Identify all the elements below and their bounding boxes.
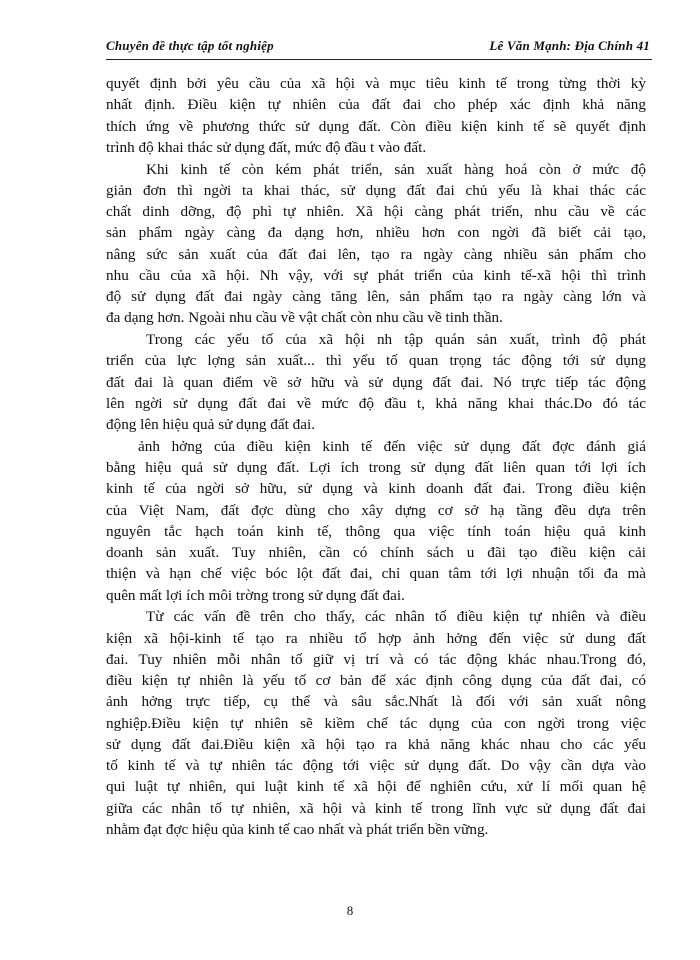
text-line: Trong các yếu tố của xã hội nh tập quán sản xuất, trình độ phát bbox=[146, 331, 646, 348]
text-line: sử dụng đất đai.Điều kiện xã hội tạo ra khả năng khác nhau cho các yếu bbox=[106, 735, 646, 753]
text-line: ảnh hởng của điều kiện kinh tế đến việc sử dụng đất đợc đánh giá bbox=[138, 437, 646, 455]
text-line: bằng hiệu quả sử dụng đất. Lợi ích trong sử dụng đất liên quan tới lợi ích bbox=[106, 459, 646, 476]
text-line: Từ các vấn đề trên cho thấy, các nhân tố điều kiện tự nhiên và điều bbox=[146, 608, 646, 626]
text-line: nhu cầu của xã hội. Nh vậy, với sự phát triển của kinh tế-xã hội thì trình bbox=[106, 266, 646, 284]
text-line: lên ngời sử dụng đất đai về mức độ đầu t, khả năng khai thác.Do đó tác bbox=[106, 394, 646, 412]
text-line: của Việt Nam, đất đợc dùng cho xây dựng cơ sở hạ tầng đều dựa trên bbox=[106, 501, 646, 519]
text-line: quên mất lợi ích môi trờng trong sử dụng đất đai. bbox=[106, 586, 405, 604]
header-divider bbox=[106, 59, 652, 60]
text-line: động lên hiệu quả sử dụng đất đai. bbox=[106, 416, 316, 433]
text-line: điều kiện tự nhiên là yếu tố cơ bản để xác định công dụng của đất đai, có bbox=[106, 672, 646, 689]
text-line: đai. Tuy nhiên mỗi nhân tố giữ vị trí và có tác động khác nhau.Trong đó, bbox=[106, 650, 646, 668]
document-body bbox=[106, 73, 646, 841]
paragraph-1 bbox=[106, 73, 646, 158]
text-line: nhất định. Điều kiện tự nhiên của đất đai cho phép xác định khả năng bbox=[106, 96, 646, 114]
text-line: đa dạng hơn. Ngoài nhu cầu về vật chất còn nhu cầu về tinh thần. bbox=[106, 309, 503, 327]
text-line: doanh sản xuất. Tuy nhiên, cần có chính sách u đãi tạo điều kiện cải bbox=[106, 544, 646, 561]
page-header bbox=[106, 38, 650, 58]
paragraph-3 bbox=[106, 329, 646, 435]
text-line: thích ứng về phương thức sử dụng đất. Còn điều kiện kinh tế sẽ quyết định bbox=[106, 117, 646, 135]
text-line: ảnh hởng trực tiếp, cụ thể và sâu sắc.Nhất là đối với sản xuất nông bbox=[106, 693, 646, 711]
paragraph-4 bbox=[106, 436, 646, 606]
text-line: trình độ khai thác sử dụng đất, mức độ đầu t vào đất. bbox=[106, 138, 427, 156]
header-document-title: Chuyên đề thực tập tốt nghiệp bbox=[106, 38, 274, 53]
text-line: kinh tế của ngời sở hữu, sử dụng và kinh doanh đất đai. Trong điều kiện bbox=[106, 480, 646, 498]
text-line: sản phẩm ngày càng đa dạng hơn, nhiều hơn con ngời đã biết cải tạo, bbox=[106, 224, 646, 242]
text-line: đất đai là quan điểm về sở hữu và sử dụng đất đai. Nó trực tiếp tác động bbox=[106, 373, 646, 391]
text-line: thiện và hạn chế việc bóc lột đất đai, chỉ quan tâm tới lợi nhuận tối đa mà bbox=[106, 565, 646, 583]
text-line: giữa các nhân tố tự nhiên, xã hội và kinh tế trong lĩnh vực sử dụng đất đai bbox=[106, 799, 646, 817]
text-line: nguyên tắc hạch toán kinh tế, thông qua việc tính toán hiệu quả kinh bbox=[106, 522, 646, 540]
paragraph-2 bbox=[106, 159, 646, 329]
text-line: nhằm đạt đợc hiệu qủa kinh tế cao nhất và phát triển bền vững. bbox=[106, 820, 489, 838]
text-line: triển của lực lợng sản xuất... thì yếu tố quan trọng tác động tới sử dụng bbox=[106, 352, 646, 370]
text-line: nghiệp.Điều kiện tự nhiên sẽ kiềm chế tác dụng của con ngời trong việc bbox=[106, 714, 646, 732]
header-author: Lê Văn Mạnh: Địa Chính 41 bbox=[489, 38, 650, 53]
text-line: giản đơn thì ngời ta khai thác, sử dụng đất đai chủ yếu là khai thác các bbox=[106, 181, 646, 199]
text-line: nâng sức sản xuất của đất đai lên, tạo ra ngày càng nhiều sản phẩm cho bbox=[106, 245, 646, 263]
text-line: chất dinh dỡng, độ phì tự nhiên. Xã hội càng phát triển, nhu cầu về các bbox=[106, 203, 646, 220]
paragraph-5 bbox=[106, 606, 646, 840]
text-line: Khi kinh tế còn kém phát triển, sản xuất hàng hoá còn ở mức độ bbox=[146, 160, 646, 178]
text-line: độ sử dụng đất đai ngày càng tăng lên, sản phẩm tạo ra ngày càng lớn và bbox=[106, 288, 646, 305]
text-line: tố kinh tế và tự nhiên tác động tới việc sử dụng đất. Do vậy cần dựa vào bbox=[106, 757, 646, 774]
text-line: quyết định bởi yêu cầu của xã hội và mục tiêu kinh tế trong từng thời kỳ bbox=[106, 75, 646, 92]
text-line: kiện xã hội-kinh tế tạo ra nhiều tổ hợp ảnh hởng đến việc sử dung đất bbox=[106, 629, 646, 647]
page-number: 8 bbox=[346, 903, 354, 918]
text-line: qui luật tự nhiên, qui luật kinh tế xã hội để nghiên cứu, xử lí mối quan hệ bbox=[106, 778, 646, 796]
